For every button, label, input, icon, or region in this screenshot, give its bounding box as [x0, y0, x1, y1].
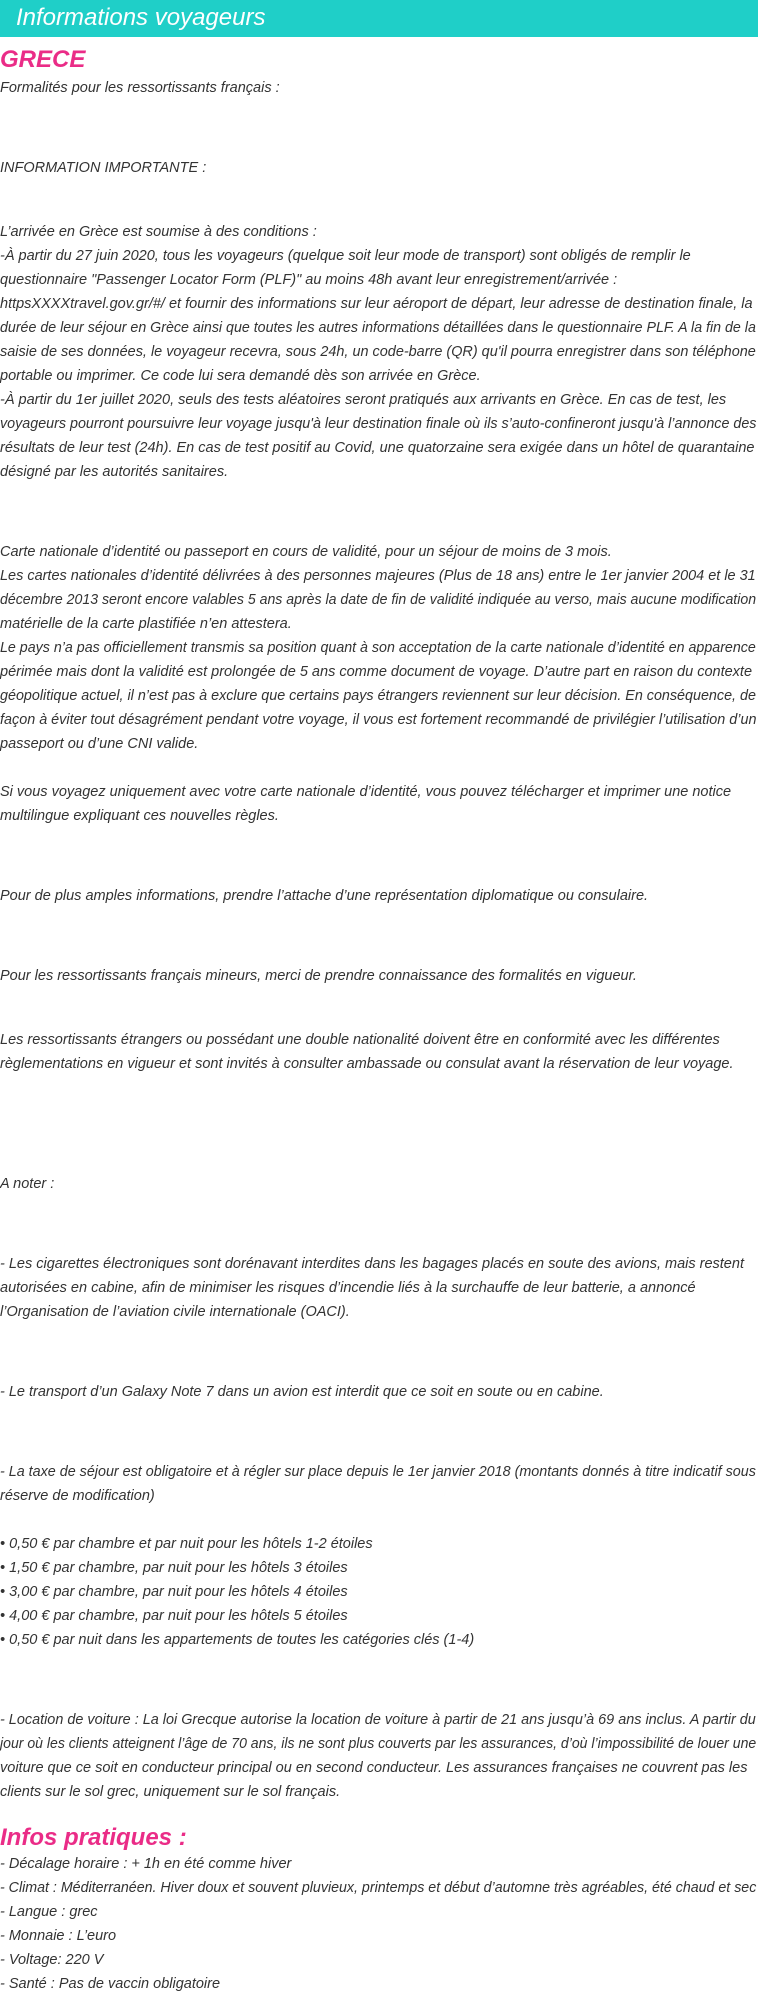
text-line: périmée mais dont la validité est prolongée de 5 ans comme document de voyage. D’autre part en raison du contexte	[0, 664, 753, 680]
text-line: Les cartes nationales d’identité délivrées à des personnes majeures (Plus de 18 ans) entre le 1er janvier 2004 et le 31	[0, 568, 756, 584]
text-line: - Santé : Pas de vaccin obligatoire	[0, 1976, 221, 1992]
text-line: matérielle de la carte plastifiée n’en attestera.	[0, 616, 292, 632]
text-line: durée de leur séjour en Grèce ainsi que toutes les autres informations détaillées dans le questionnaire PLF. A la fin de la	[0, 320, 756, 336]
text-line: - Monnaie : L’euro	[0, 1928, 117, 1944]
text-line: décembre 2013 seront encore valables 5 ans après la date de fin de validité indiquée au verso, mais aucune modification	[0, 592, 757, 608]
text-line: Formalités pour les ressortissants français :	[0, 80, 280, 96]
text-line: -À partir du 1er juillet 2020, seuls des tests aléatoires seront pratiqués aux arrivants en Grèce. En cas de test, les	[0, 392, 727, 408]
text-line: Si vous voyagez uniquement avec votre carte nationale d’identité, vous pouvez télécharger et imprimer une notice	[0, 784, 732, 800]
text-line: httpsXXXXtravel.gov.gr/#/ et fournir des informations sur leur aéroport de départ, leur adresse de destination finale, la	[0, 296, 753, 312]
text-line: - Location de voiture : La loi Grecque autorise la location de voiture à partir de 21 ans jusqu’à 69 ans inclus. A partir du	[0, 1712, 756, 1728]
text-line: - Décalage horaire : + 1h en été comme hiver	[0, 1856, 292, 1872]
header-banner	[0, 0, 758, 37]
text-line: - Voltage: 220 V	[0, 1952, 104, 1968]
text-line: voyageurs pourront poursuivre leur voyage jusqu'à leur destination finale où ils s’auto-confineront jusqu'à l’annonce des	[0, 416, 757, 432]
text-line: -À partir du 27 juin 2020, tous les voyageurs (quelque soit leur mode de transport) sont obligés de remplir le	[0, 248, 691, 264]
text-line: • 0,50 € par chambre et par nuit pour les hôtels 1-2 étoiles	[0, 1536, 373, 1552]
text-line: clients sur le sol grec, uniquement sur le sol français.	[0, 1784, 341, 1800]
text-line: • 4,00 € par chambre, par nuit pour les hôtels 5 étoiles	[0, 1608, 348, 1624]
text-line: résultats de leur test (24h). En cas de test positif au Covid, une quatorzaine sera exigée dans un hôtel de quarantaine	[0, 440, 755, 456]
text-line: voiture que ce soit en conducteur principal ou en second conducteur. Les assurances françaises ne couvrent pas les	[0, 1760, 748, 1776]
text-line: Carte nationale d’identité ou passeport en cours de validité, pour un séjour de moins de 3 mois.	[0, 544, 612, 560]
text-line: INFORMATION IMPORTANTE :	[0, 160, 207, 176]
practical-info-title: Infos pratiques :	[0, 1824, 187, 1851]
text-line: géopolitique actuel, il n’est pas à exclure que certains pays étrangers reviennent sur leur décision. En conséquence, de	[0, 688, 756, 704]
text-line: - Les cigarettes électroniques sont dorénavant interdites dans les bagages placés en soute des avions, mais restent	[0, 1256, 744, 1272]
text-line: saisie de ses données, le voyageur recevra, sous 24h, un code-barre (QR) qu'il pourra enregistrer dans son téléphone	[0, 344, 756, 360]
text-line: L’arrivée en Grèce est soumise à des conditions :	[0, 224, 317, 240]
text-line: passeport ou d’une CNI valide.	[0, 736, 199, 752]
banner-title: Informations voyageurs	[16, 4, 266, 31]
text-line: Les ressortissants étrangers ou possédant une double nationalité doivent être en conformité avec les différentes	[0, 1032, 720, 1048]
text-line: Pour de plus amples informations, prendre l’attache d’une représentation diplomatique ou consulaire.	[0, 888, 649, 904]
text-line: l’Organisation de l’aviation civile internationale (OACI).	[0, 1304, 350, 1320]
text-line: - La taxe de séjour est obligatoire et à régler sur place depuis le 1er janvier 2018 (montants donnés à titre indicatif sous	[0, 1464, 756, 1480]
country-title: GRECE	[0, 46, 86, 73]
text-line: • 1,50 € par chambre, par nuit pour les hôtels 3 étoiles	[0, 1560, 348, 1576]
text-line: multilingue expliquant ces nouvelles règles.	[0, 808, 279, 824]
text-line: désigné par les autorités sanitaires.	[0, 464, 229, 480]
text-line: règlementations en vigueur et sont invités à consulter ambassade ou consulat avant la réservation de leur voyage.	[0, 1056, 734, 1072]
text-line: questionnaire "Passenger Locator Form (PLF)" au moins 48h avant leur enregistrement/arrivée :	[0, 272, 618, 288]
text-line: - Langue : grec	[0, 1904, 98, 1920]
text-line: réserve de modification)	[0, 1488, 155, 1504]
text-line: A noter :	[0, 1176, 55, 1192]
text-line: - Le transport d’un Galaxy Note 7 dans un avion est interdit que ce soit en soute ou en cabine.	[0, 1384, 604, 1400]
text-line: autorisées en cabine, afin de minimiser les risques d’incendie liés à la surchauffe de leur batterie, a annoncé	[0, 1280, 696, 1296]
text-line: Pour les ressortissants français mineurs, merci de prendre connaissance des formalités en vigueur.	[0, 968, 637, 984]
text-line: • 3,00 € par chambre, par nuit pour les hôtels 4 étoiles	[0, 1584, 348, 1600]
text-line: - Climat : Méditerranéen. Hiver doux et souvent pluvieux, printemps et début d’automne très agréables, été chaud et sec	[0, 1880, 757, 1896]
text-line: Le pays n’a pas officiellement transmis sa position quant à son acceptation de la carte nationale d’identité en apparence	[0, 640, 756, 656]
text-line: • 0,50 € par nuit dans les appartements de toutes les catégories clés (1-4)	[0, 1632, 475, 1648]
text-line: jour où les clients atteignent l’âge de 70 ans, ils ne sont plus couverts par les assurances, d’où l’impossibilité de louer une	[0, 1736, 757, 1752]
text-line: portable ou imprimer. Ce code lui sera demandé dès son arrivée en Grèce.	[0, 368, 481, 384]
text-line: façon à éviter tout désagrément pendant votre voyage, il vous est fortement recommandé de privilégier l’utilisation d’un	[0, 712, 757, 728]
